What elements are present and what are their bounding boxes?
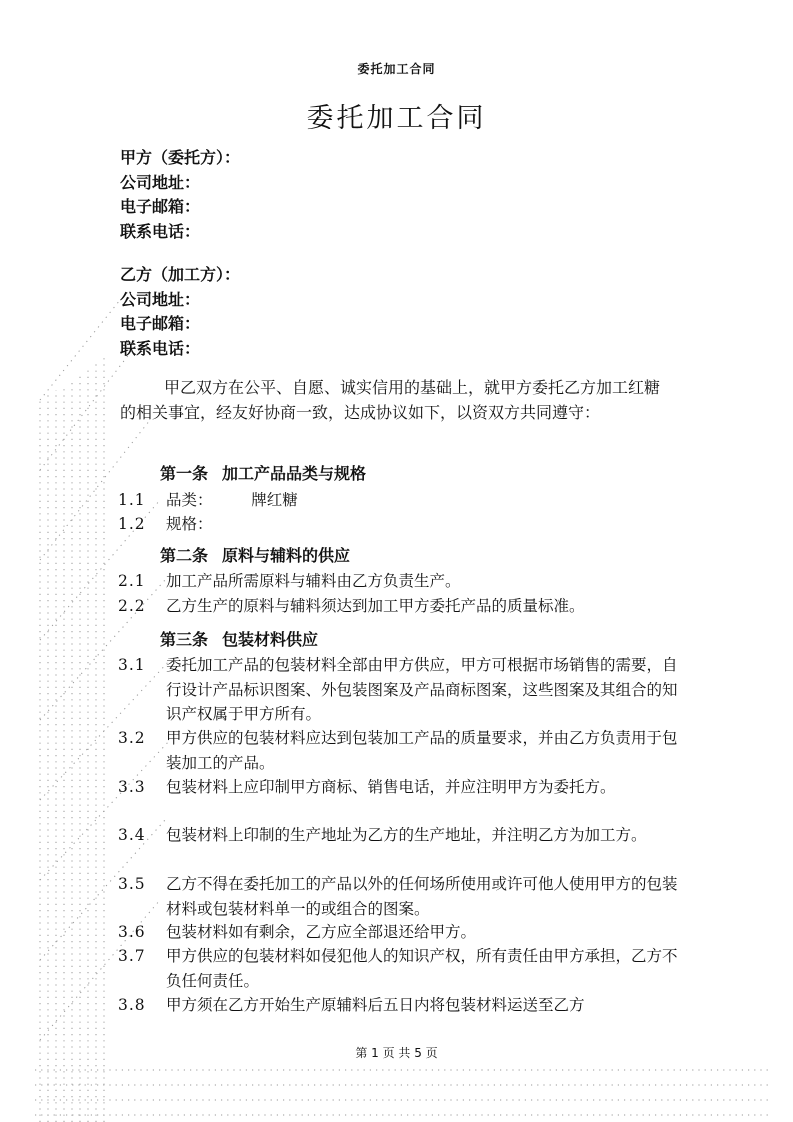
clause-text: 加工产品所需原料与辅料由乙方负责生产。 bbox=[166, 572, 461, 590]
clause-text: 乙方生产的原料与辅料须达到加工甲方委托产品的质量标准。 bbox=[166, 597, 585, 615]
clause-number: 3.7 bbox=[118, 947, 146, 965]
clause-number: 3.8 bbox=[118, 996, 146, 1014]
clause-number: 3.4 bbox=[118, 826, 146, 844]
clause-number: 3.3 bbox=[118, 778, 146, 796]
clause bbox=[118, 726, 678, 775]
article-title: 包装材料供应 bbox=[222, 630, 319, 649]
clause bbox=[118, 653, 678, 727]
party-a-name-label: 甲方（委托方）： bbox=[120, 148, 241, 167]
article-title: 原料与辅料的供应 bbox=[222, 546, 351, 565]
clause-number: 3.2 bbox=[118, 729, 146, 747]
clause-text: 包装材料上应印制甲方商标、销售电话，并应注明甲方为委托方。 bbox=[166, 778, 616, 796]
article-heading bbox=[160, 462, 366, 486]
party-a-address-label: 公司地址： bbox=[120, 172, 201, 192]
party-b-address-label: 公司地址： bbox=[120, 289, 201, 309]
party-b-name-label: 乙方（加工方）： bbox=[120, 265, 241, 284]
party-a-email-label: 电子邮箱： bbox=[120, 197, 201, 216]
intro-paragraph: 甲乙双方在公平、自愿、诚实信用的基础上，就甲方委托乙方加工红糖的相关事宜，经友好协商一致，达成协议如下，以资双方共同遵守： bbox=[120, 378, 661, 422]
clause-number: 2.1 bbox=[118, 572, 146, 590]
article-number: 第三条 bbox=[160, 630, 209, 649]
clause bbox=[118, 920, 678, 945]
clause bbox=[118, 775, 678, 800]
clause bbox=[118, 594, 678, 619]
clause-text: 乙方不得在委托加工的产品以外的任何场所使用或许可他人使用甲方的包装材料或包装材料单一的或组合的图案。 bbox=[166, 875, 678, 918]
page-footer: 第 1 页 共 5 页 bbox=[355, 1046, 438, 1060]
clause-text: 甲方供应的包装材料如侵犯他人的知识产权，所有责任由甲方承担，乙方不负任何责任。 bbox=[166, 947, 678, 990]
running-header: 委托加工合同 bbox=[357, 62, 436, 76]
article-number: 第二条 bbox=[160, 546, 209, 565]
article-heading bbox=[160, 544, 350, 568]
clause-text: 品类： 牌红糖 bbox=[166, 491, 298, 509]
clause-number: 3.1 bbox=[118, 656, 146, 674]
clause bbox=[118, 872, 678, 921]
party-a-block bbox=[120, 146, 240, 244]
article-heading bbox=[160, 628, 318, 652]
clause bbox=[118, 512, 678, 537]
clause bbox=[118, 944, 678, 993]
clause-number: 3.6 bbox=[118, 923, 146, 941]
party-b-block bbox=[120, 263, 240, 361]
clause bbox=[118, 823, 678, 848]
clause bbox=[118, 488, 678, 513]
party-a-phone-label: 联系电话： bbox=[120, 221, 201, 241]
document-title: 委托加工合同 bbox=[306, 103, 487, 134]
clause-number: 2.2 bbox=[118, 597, 146, 615]
party-b-phone-label: 联系电话： bbox=[120, 338, 201, 358]
clause-text: 委托加工产品的包装材料全部由甲方供应，甲方可根据市场销售的需要，自行设计产品标识图案、外包装图案及产品商标图案，这些图案及其组合的知识产权属于甲方所有。 bbox=[166, 656, 678, 723]
article-title: 加工产品品类与规格 bbox=[222, 464, 367, 483]
clause-number: 3.5 bbox=[118, 875, 146, 893]
clause-number: 1.1 bbox=[118, 491, 146, 509]
clause-text: 甲方供应的包装材料应达到包装加工产品的质量要求，并由乙方负责用于包装加工的产品。 bbox=[166, 729, 678, 772]
clause bbox=[118, 569, 678, 594]
clause-number: 1.2 bbox=[118, 515, 146, 533]
clause-text: 包装材料如有剩余，乙方应全部退还给甲方。 bbox=[166, 923, 477, 941]
article-number: 第一条 bbox=[160, 464, 209, 483]
clause bbox=[118, 993, 678, 1018]
party-b-email-label: 电子邮箱： bbox=[120, 314, 201, 333]
clause-text: 甲方须在乙方开始生产原辅料后五日内将包装材料运送至乙方 bbox=[166, 996, 585, 1014]
clause-text: 规格： bbox=[166, 515, 252, 533]
clause-text: 包装材料上印制的生产地址为乙方的生产地址，并注明乙方为加工方。 bbox=[166, 826, 647, 844]
